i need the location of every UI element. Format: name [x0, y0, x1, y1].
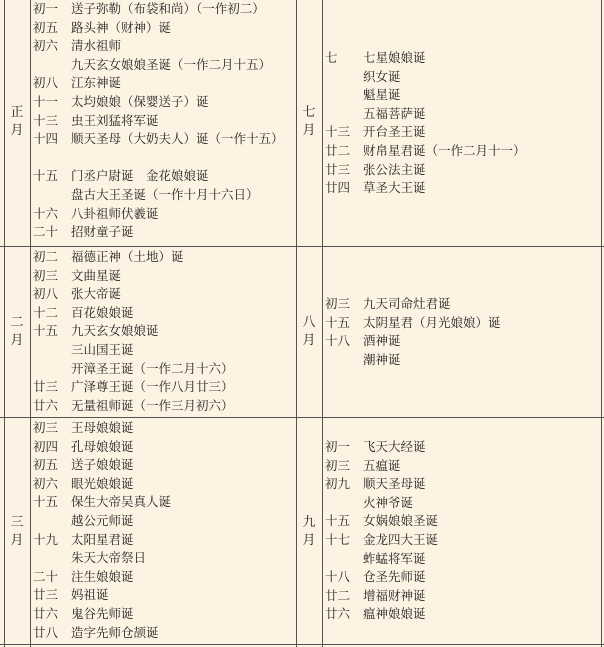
festival-entry	[33, 531, 295, 550]
festival-day: 十六	[33, 205, 59, 221]
festival-name: 顺天圣母（大奶夫人）诞（一作十五）	[71, 131, 284, 147]
month-label-3: 三 月	[10, 515, 24, 548]
festival-entry	[33, 248, 295, 267]
festival-day: 廿三	[33, 587, 59, 603]
festival-name: 张大帝诞	[71, 286, 122, 302]
festival-day: 十九	[33, 531, 59, 547]
festival-day: 初五	[33, 19, 59, 35]
festival-entry	[33, 19, 295, 38]
festival-day: 初三	[33, 267, 59, 283]
festival-name: 注生娘娘诞	[71, 568, 134, 584]
festival-day: 十三	[33, 112, 59, 128]
festival-entry	[33, 397, 295, 416]
row-divider	[0, 644, 604, 645]
month-label-7: 七 月	[302, 105, 316, 138]
festival-entry	[325, 550, 599, 569]
festival-name: 盘古大王圣诞（一作十月十六日）	[71, 186, 259, 202]
festival-name: 送子弥勒（布袋和尚）（一作初二）	[71, 1, 265, 16]
festival-name: 八卦祖师伏羲诞	[71, 205, 159, 221]
festival-entry	[325, 105, 599, 124]
column-divider	[30, 0, 31, 647]
festival-name: 妈祖诞	[71, 587, 109, 603]
festival-day: 十五	[33, 323, 59, 339]
festival-name: 文曲星诞	[71, 267, 122, 283]
festival-name: 越公元师诞	[71, 512, 134, 528]
festival-day: 廿三	[33, 379, 59, 395]
festival-entry	[325, 531, 599, 550]
festival-entry	[33, 93, 295, 112]
month-label-2: 二 月	[10, 315, 24, 348]
festival-name: 九天玄女娘娘圣诞（一作二月十五）	[71, 56, 272, 72]
festival-entry	[33, 586, 295, 605]
festival-name: 王母娘娘诞	[71, 420, 134, 435]
festival-entry	[325, 295, 599, 314]
festival-entry	[325, 123, 599, 142]
month-entries-1	[33, 0, 295, 242]
festival-day: 廿三	[325, 161, 351, 177]
festival-name: 女娲娘娘圣诞	[363, 513, 439, 529]
festival-day: 初五	[33, 457, 59, 473]
festival-name: 五瘟诞	[363, 457, 401, 473]
festival-name: 草圣大王诞	[363, 180, 426, 196]
festival-entry	[33, 512, 295, 531]
festival-day: 十五	[33, 494, 59, 510]
festival-name: 三山国王诞	[71, 341, 134, 357]
festival-day: 十八	[325, 333, 351, 349]
festival-day: 初四	[33, 438, 59, 454]
month-label-8: 八 月	[302, 315, 316, 348]
festival-entry	[325, 332, 599, 351]
festival-name: 朱天大帝祭日	[71, 550, 147, 566]
festival-name: 财帛星君诞（一作二月十一）	[363, 142, 526, 158]
festival-name: 清水祖师	[71, 38, 122, 54]
festival-entry	[33, 549, 295, 568]
festival-name: 九天司命灶君诞	[363, 296, 451, 311]
festival-name: 送子娘娘诞	[71, 457, 134, 473]
festival-entry	[33, 186, 295, 205]
festival-name: 七星娘娘诞	[363, 50, 426, 65]
festival-entry	[325, 86, 599, 105]
festival-name: 太阴星君（月光娘娘）诞	[363, 314, 501, 330]
festival-name: 虫王刘猛将军诞	[71, 112, 159, 128]
festival-name: 火神爷诞	[363, 494, 414, 510]
festival-name: 鬼谷先师诞	[71, 605, 134, 621]
festival-day: 廿六	[33, 397, 59, 413]
month-label-9: 九 月	[302, 515, 316, 548]
festival-entry	[325, 605, 599, 624]
column-divider	[322, 0, 323, 647]
festival-name: 百花娘娘诞	[71, 304, 134, 320]
festival-entry	[33, 167, 295, 186]
festival-entry	[325, 494, 599, 513]
festival-name: 瘟神娘娘诞	[363, 606, 426, 622]
month-entries-7	[325, 49, 599, 198]
festival-entry	[325, 179, 599, 198]
festival-name: 保生大帝吴真人诞	[71, 494, 172, 510]
festival-name: 飞天大经诞	[363, 439, 426, 454]
festival-entry	[33, 360, 295, 379]
festival-entry	[33, 0, 295, 19]
festival-entry	[325, 314, 599, 333]
festival-entry	[325, 438, 599, 457]
festival-day: 初一	[325, 439, 351, 454]
festival-name: 眼光娘娘诞	[71, 475, 134, 491]
festival-day: 廿四	[325, 180, 351, 196]
festival-name: 广泽尊王诞（一作八月廿三）	[71, 379, 234, 395]
festival-entry	[325, 351, 599, 370]
festival-day: 初八	[33, 286, 59, 302]
festival-name: 福德正神（土地）诞	[71, 249, 184, 264]
festival-name: 孔母娘娘诞	[71, 438, 134, 454]
festival-entry	[325, 49, 599, 68]
festival-entry	[325, 568, 599, 587]
festival-day: 廿二	[325, 587, 351, 603]
festival-day: 初六	[33, 475, 59, 491]
festival-day: 初三	[325, 457, 351, 473]
festival-name: 开台圣王诞	[363, 124, 426, 140]
festival-day: 二十	[33, 224, 59, 240]
festival-name: 太均娘娘（保婴送子）诞	[71, 93, 209, 109]
festival-entry	[33, 322, 295, 341]
festival-day: 十八	[325, 569, 351, 585]
festival-day: 十一	[33, 93, 59, 109]
festival-entry	[325, 68, 599, 87]
festival-entry	[33, 341, 295, 360]
festival-name: 开漳圣王诞（一作二月十六）	[71, 360, 234, 376]
festival-entry	[33, 285, 295, 304]
festival-day: 十五	[325, 314, 351, 330]
festival-entry	[33, 605, 295, 624]
month-label-1: 正 月	[10, 105, 24, 138]
festival-entry	[33, 267, 295, 286]
month-entries-8	[325, 295, 599, 369]
festival-name: 蚱蜢将军诞	[363, 550, 426, 566]
row-divider	[0, 246, 604, 247]
festival-entry	[33, 304, 295, 323]
festival-name: 魁星诞	[363, 87, 401, 103]
festival-name: 江东神诞	[71, 75, 122, 91]
festival-day: 初九	[325, 476, 351, 492]
festival-name: 路头神（财神）诞	[71, 19, 172, 35]
festival-name: 造字先师仓颉诞	[71, 624, 159, 640]
column-divider	[296, 0, 297, 647]
festival-day: 初三	[325, 296, 351, 311]
festival-day: 十七	[325, 531, 351, 547]
month-entries-2	[33, 248, 295, 415]
festival-entry	[325, 512, 599, 531]
festival-entry	[33, 419, 295, 438]
festival-entry	[33, 205, 295, 224]
festival-day: 初六	[33, 38, 59, 54]
festival-name: 无量祖师诞（一作三月初六）	[71, 397, 234, 413]
festival-name: 太阳星君诞	[71, 531, 134, 547]
row-divider	[0, 417, 604, 418]
festival-entry	[325, 475, 599, 494]
festival-entry	[33, 475, 295, 494]
festival-day: 二十	[33, 568, 59, 584]
festival-entry	[33, 456, 295, 475]
festival-day: 廿六	[33, 605, 59, 621]
festival-entry	[33, 56, 295, 75]
festival-entry	[33, 568, 295, 587]
festival-day: 十二	[33, 304, 59, 320]
table-border-left	[4, 0, 5, 647]
festival-entry	[33, 223, 295, 242]
festival-entry	[325, 457, 599, 476]
festival-entry	[33, 37, 295, 56]
festival-entry	[33, 112, 295, 131]
festival-day: 十四	[33, 131, 59, 147]
festival-name: 九天玄女娘娘诞	[71, 323, 159, 339]
festival-day: 廿二	[325, 142, 351, 158]
festival-name: 门丞户尉诞 金花娘娘诞	[71, 168, 209, 184]
festival-day: 廿八	[33, 624, 59, 640]
festival-name: 张公法主诞	[363, 161, 426, 177]
festival-entry	[33, 74, 295, 93]
festival-name: 五福菩萨诞	[363, 105, 426, 121]
festival-entry	[33, 624, 295, 643]
festival-day: 廿六	[325, 606, 351, 622]
festival-entry	[33, 378, 295, 397]
festival-day: 初一	[33, 1, 59, 16]
festival-name: 增福财神诞	[363, 587, 426, 603]
festival-day: 十五	[325, 513, 351, 529]
festival-day: 初八	[33, 75, 59, 91]
festival-entry	[325, 142, 599, 161]
festival-name: 招财童子诞	[71, 224, 134, 240]
table-border-right	[601, 0, 602, 647]
festival-name: 酒神诞	[363, 333, 401, 349]
festival-day: 初三	[33, 420, 59, 435]
festival-name: 顺天圣母诞	[363, 476, 426, 492]
festival-name: 金龙四大王诞	[363, 531, 439, 547]
festival-entry	[325, 161, 599, 180]
festival-entry	[33, 438, 295, 457]
festival-day: 初二	[33, 249, 59, 264]
festival-name: 潮神诞	[363, 351, 401, 367]
festival-entry	[325, 587, 599, 606]
month-entries-9	[325, 438, 599, 624]
festival-name: 仓圣先师诞	[363, 569, 426, 585]
month-entries-3	[33, 419, 295, 642]
festival-day: 七	[325, 50, 338, 65]
festival-entry	[33, 130, 291, 167]
festival-day: 十三	[325, 124, 351, 140]
festival-entry	[33, 493, 295, 512]
festival-name: 织女诞	[363, 68, 401, 84]
festival-day: 十五	[33, 168, 59, 184]
